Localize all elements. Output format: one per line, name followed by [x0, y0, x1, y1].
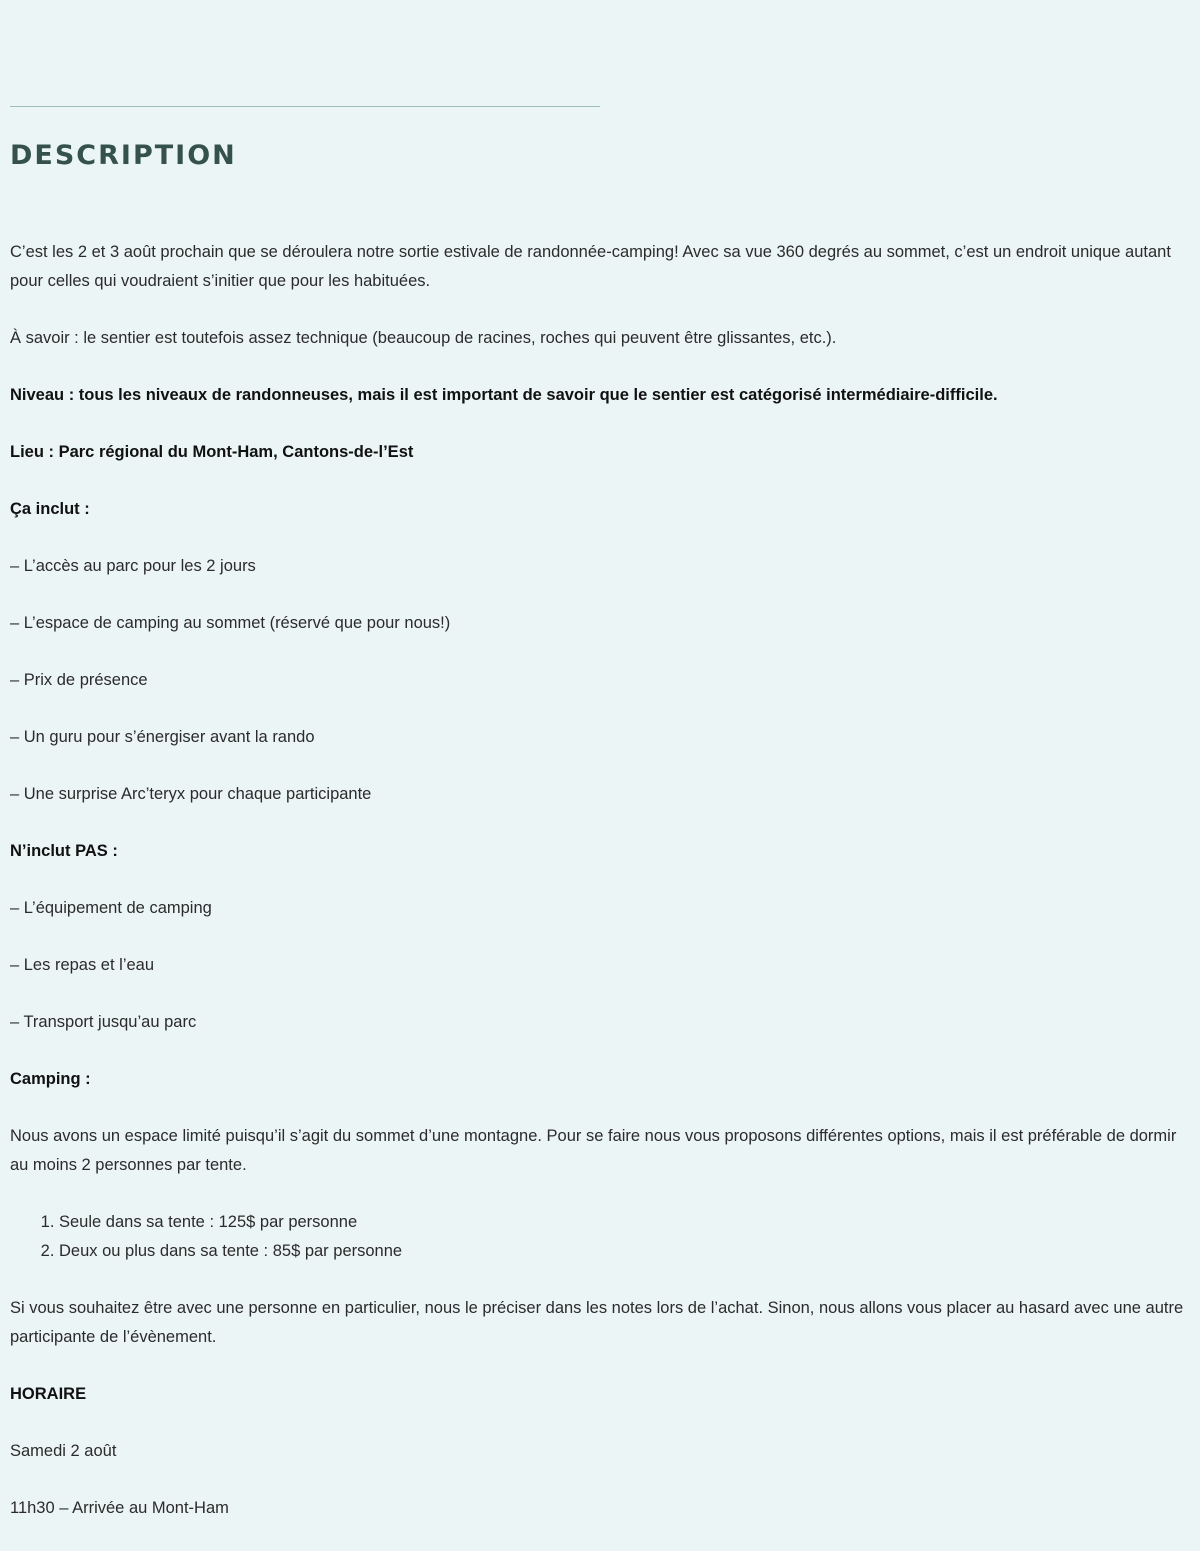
- camping-heading: Camping :: [10, 1070, 91, 1088]
- camping-options-list: [10, 1208, 1190, 1266]
- description-content: [10, 238, 1190, 1551]
- ninclut-item: – Transport jusqu’au parc: [10, 1013, 197, 1031]
- niveau-paragraph: Niveau : tous les niveaux de randonneuses, mais il est important de savoir que le sentier est catégorisé intermédiaire-difficile.: [10, 386, 998, 404]
- intro-paragraph: C’est les 2 et 3 août prochain que se déroulera notre sortie estivale de randonnée-camping! Avec sa vue 360 degrés au sommet, c’est un endroit unique autant pour celles qui voudraient s’initier que pour les habituées.: [10, 243, 1171, 290]
- lieu-paragraph: Lieu : Parc régional du Mont-Ham, Cantons-de-l’Est: [10, 443, 414, 461]
- camping-option: 1. Seule dans sa tente : 125$ par personne: [59, 1208, 1190, 1237]
- inclut-item: – Prix de présence: [10, 671, 148, 689]
- inclut-heading: Ça inclut :: [10, 500, 90, 518]
- section-divider: [10, 106, 600, 107]
- camping-note: Si vous souhaitez être avec une personne en particulier, nous le préciser dans les notes lors de l’achat. Sinon, nous allons vous placer au hasard avec une autre participante de l’évènement.: [10, 1299, 1184, 1346]
- inclut-item: – L’espace de camping au sommet (réservé que pour nous!): [10, 614, 451, 632]
- inclut-item: – Un guru pour s’énergiser avant la rando: [10, 728, 315, 746]
- ninclut-item: – Les repas et l’eau: [10, 956, 155, 974]
- inclut-item: – L’accès au parc pour les 2 jours: [10, 557, 256, 575]
- ninclut-heading: N’inclut PAS :: [10, 842, 118, 860]
- horaire-heading: HORAIRE: [10, 1385, 87, 1403]
- a-savoir-paragraph: À savoir : le sentier est toutefois assez technique (beaucoup de racines, roches qui peuvent être glissantes, etc.).: [10, 329, 837, 347]
- horaire-day: Samedi 2 août: [10, 1442, 117, 1460]
- description-title: DESCRIPTION: [10, 140, 237, 171]
- camping-paragraph: Nous avons un espace limité puisqu’il s’agit du sommet d’une montagne. Pour se faire nous vous proposons différentes options, mais il est préférable de dormir au moins 2 personnes par tente.: [10, 1127, 1177, 1174]
- horaire-item: 11h30 – Arrivée au Mont-Ham: [10, 1499, 229, 1517]
- camping-option: 2. Deux ou plus dans sa tente : 85$ par personne: [59, 1237, 1190, 1266]
- ninclut-item: – L’équipement de camping: [10, 899, 212, 917]
- inclut-item: – Une surprise Arc’teryx pour chaque participante: [10, 785, 372, 803]
